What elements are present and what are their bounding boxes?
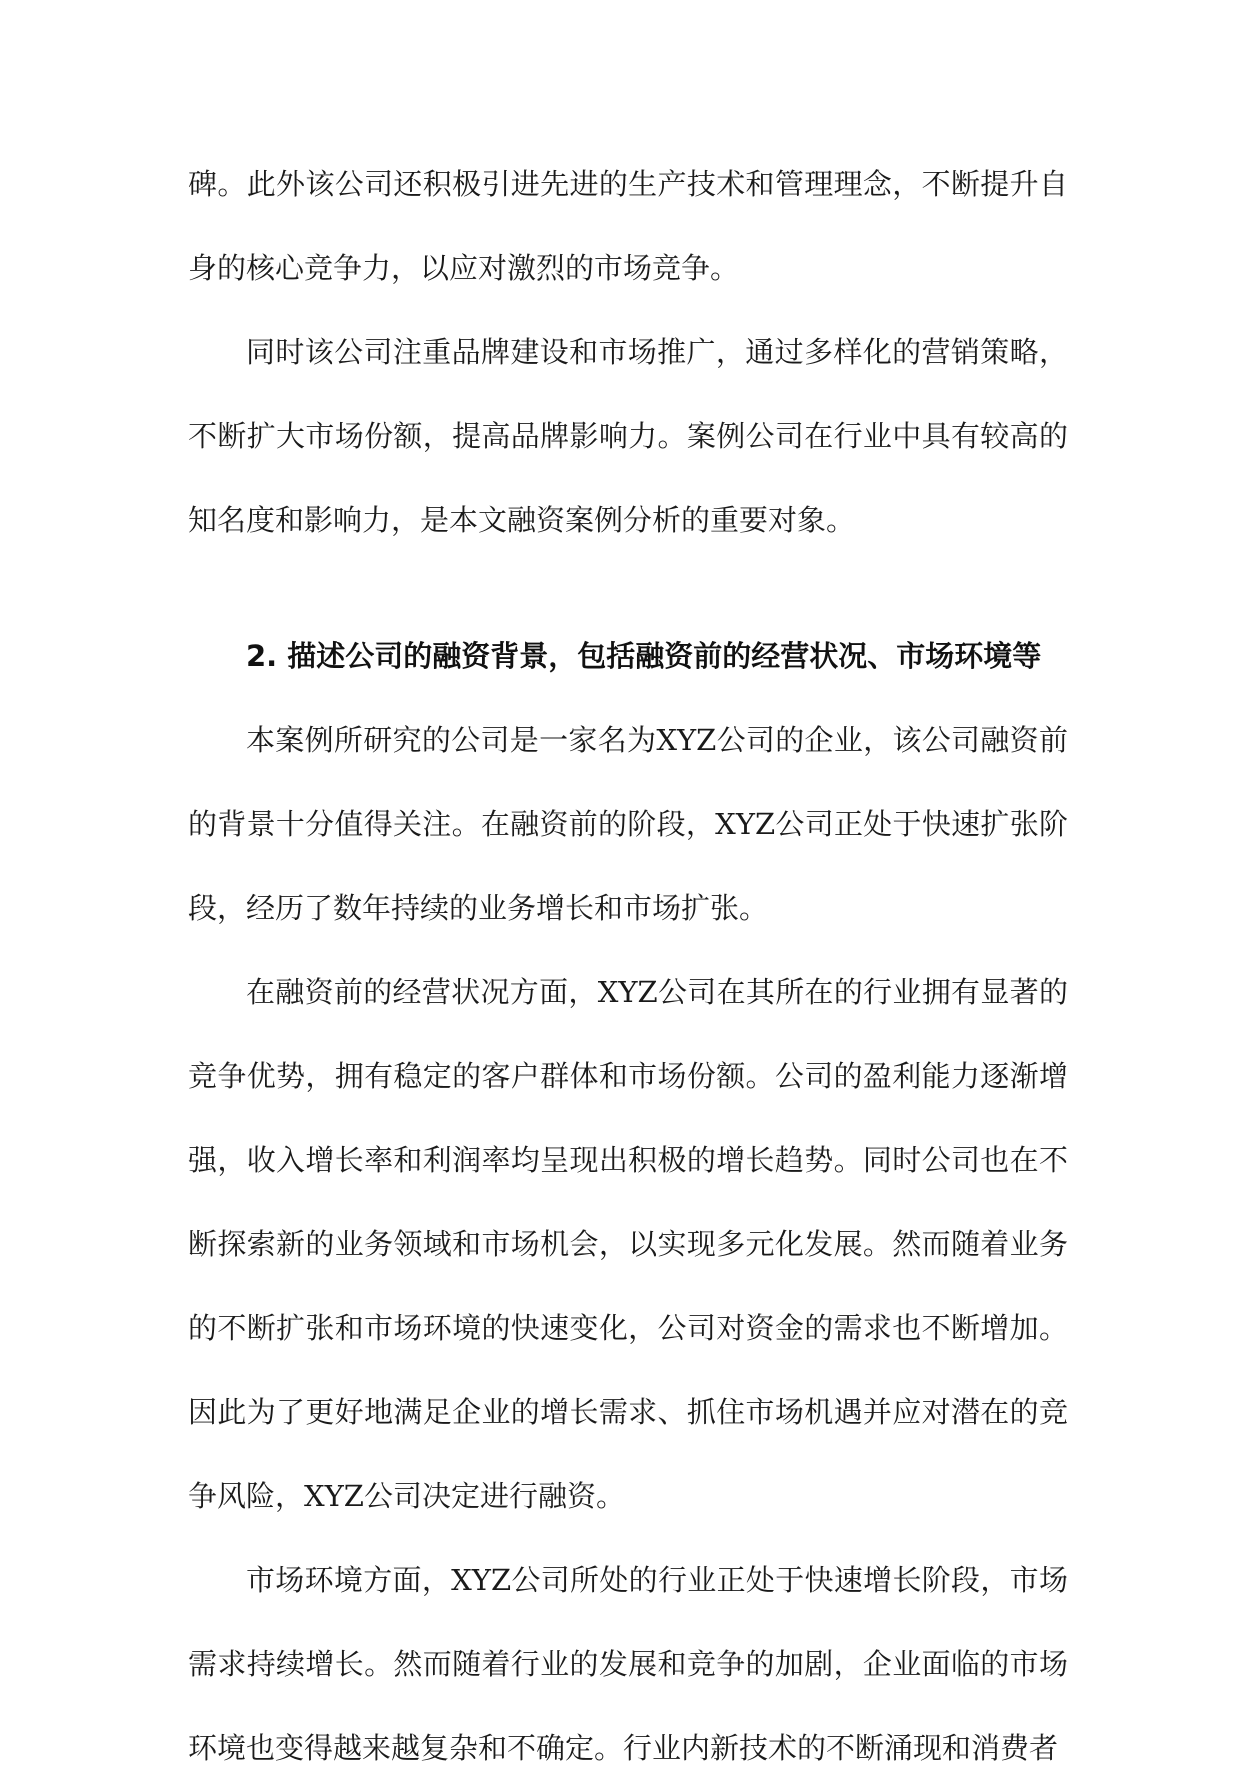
paragraph-market-environment: 市场环境方面，XYZ公司所处的行业正处于快速增长阶段，市场需求持续增长。然而随着行业的发展和竞争的加剧，企业面临的市场环境也变得越来越复杂和不确定。行业内新技术的不断涌现和消费者 [188, 1563, 1068, 1765]
section-spacer [188, 562, 1068, 606]
paragraph-company-intro: 本案例所研究的公司是一家名为XYZ公司的企业，该公司融资前的背景十分值得关注。在融资前的阶段，XYZ公司正处于快速扩张阶段，经历了数年持续的业务增长和市场扩张。 [188, 723, 1068, 925]
paragraph-brand-building: 同时该公司注重品牌建设和市场推广，通过多样化的营销策略，不断扩大市场份额，提高品牌影响力。案例公司在行业中具有较高的知名度和影响力，是本文融资案例分析的重要对象。 [188, 335, 1068, 537]
section-heading: 2. 描述公司的融资背景，包括融资前的经营状况、市场环境等 [246, 639, 1042, 673]
paragraph-operating-status: 在融资前的经营状况方面，XYZ公司在其所在的行业拥有显著的竞争优势，拥有稳定的客户群体和市场份额。公司的盈利能力逐渐增强，收入增长率和利润率均呈现出积极的增长趋势。同时公司也在不断探索新的业务领域和市场机会，以实现多元化发展。然而随着业务的不断扩张和市场环境的快速变化，公司对资金的需求也不断增加。因此为了更好地满足企业的增长需求、抓住市场机遇并应对潜在的竞争风险，XYZ公司决定进行融资。 [188, 975, 1068, 1513]
paragraph-continuation: 碑。此外该公司还积极引进先进的生产技术和管理理念，不断提升自身的核心竞争力，以应对激烈的市场竞争。 [188, 167, 1068, 285]
document-body [188, 142, 1068, 1790]
